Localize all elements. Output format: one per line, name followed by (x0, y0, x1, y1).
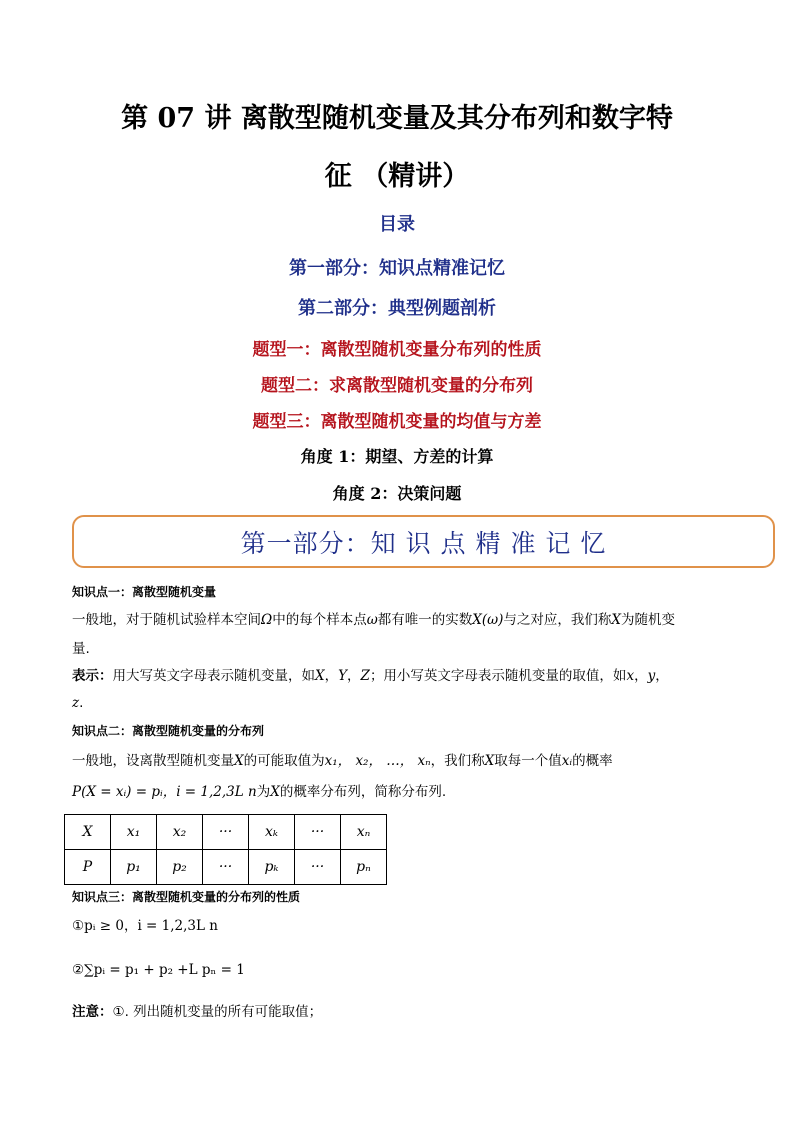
rep-z: z (72, 695, 80, 711)
table-cell: xₙ (341, 815, 387, 850)
kp2-heading: 知识点二：离散型随机变量的分布列 (72, 724, 265, 738)
kp1-text-a: 一般地，对于随机试验样本空间 (72, 612, 261, 628)
table-cell: ··· (203, 850, 249, 885)
table-cell: x₁ (111, 815, 157, 850)
kp2-xi: xᵢ (561, 753, 573, 769)
distribution-table (64, 814, 387, 885)
kp1-representation-cont (72, 693, 732, 713)
section-banner-text: 第一部分：知 识 点 精 准 记 忆 (240, 528, 607, 558)
kp2-text-g: 的概率分布列，简称分布列. (279, 784, 447, 800)
toc-heading: 目录 (379, 214, 415, 235)
toc-type-2[interactable]: 题型二：求离散型随机变量的分布列 (261, 376, 533, 396)
rep-label: 表示： (72, 668, 113, 684)
toc-type-3[interactable]: 题型三：离散型随机变量的均值与方差 (252, 412, 542, 432)
rep-y: y (647, 668, 656, 684)
rep-Y: Y (338, 668, 348, 684)
toc-angle-1[interactable]: 角度 1：期望、方差的计算 (300, 447, 494, 466)
omega-small-symbol: ω (366, 612, 378, 628)
kp3-condition-2: ②∑pᵢ = p₁ + p₂ +L pₙ = 1 (72, 962, 245, 978)
toc-part-1[interactable]: 第一部分：知识点精准记忆 (289, 258, 505, 279)
kp3-condition-1: ①pᵢ ≥ 0，i = 1,2,3L n (72, 918, 218, 934)
table-cell: x₂ (157, 815, 203, 850)
kp2-range: ，i = 1,2,3L n (162, 784, 257, 800)
kp1-text-b: 中的每个样本点 (272, 612, 367, 628)
kp1-definition (72, 610, 732, 630)
table-cell: pₙ (341, 850, 387, 885)
kp2-X-3: X (270, 784, 280, 800)
kp2-X-1: X (234, 753, 244, 769)
kp2-text-b: 的可能取值为 (243, 753, 325, 769)
kp1-text-e: 为随机变 (621, 612, 675, 628)
rep-end: . (79, 695, 84, 711)
kp2-text-c: ，我们称 (430, 753, 485, 769)
kp2-values: x₁， x₂， …， xₙ (324, 753, 431, 769)
sep-4: ， (655, 668, 669, 684)
table-cell: p₂ (157, 850, 203, 885)
rep-text-a: 用大写英文字母表示随机变量，如 (112, 668, 315, 684)
table-cell: ··· (295, 815, 341, 850)
table-row (65, 850, 387, 885)
kp2-formula-line (72, 782, 732, 802)
note-text: ①. 列出随机变量的所有可能取值； (112, 1004, 323, 1020)
toc-angle-2[interactable]: 角度 2：决策问题 (332, 484, 462, 503)
rep-text-b: ；用小写英文字母表示随机变量的取值，如 (369, 668, 627, 684)
sep-2: ， (347, 668, 361, 684)
kp2-text-e: 的概率 (572, 753, 613, 769)
table-cell: X (65, 815, 111, 850)
kp2-text-d: 取每一个值 (494, 753, 562, 769)
omega-symbol: Ω (261, 612, 273, 628)
kp1-definition-cont: 量. (72, 641, 90, 657)
table-cell: P (65, 850, 111, 885)
x-symbol: X (611, 612, 621, 628)
table-cell: xₖ (249, 815, 295, 850)
kp2-formula: P(X = xᵢ) = pᵢ (72, 784, 163, 800)
kp1-text-d: 与之对应，我们称 (503, 612, 612, 628)
toc-type-1[interactable]: 题型一：离散型随机变量分布列的性质 (252, 340, 542, 360)
rep-Z: Z (360, 668, 370, 684)
note-label: 注意： (72, 1004, 113, 1020)
table-cell: pₖ (249, 850, 295, 885)
kp1-heading: 知识点一：离散型随机变量 (72, 585, 217, 599)
kp1-text-c: 都有唯一的实数 (377, 612, 473, 628)
rep-x: x (626, 668, 635, 684)
sep-1: ， (324, 668, 339, 684)
kp2-text-a: 一般地，设离散型随机变量 (72, 753, 234, 769)
kp2-definition (72, 751, 732, 771)
rep-X: X (315, 668, 325, 684)
table-cell: ··· (295, 850, 341, 885)
page-title-line-1: 第 07 讲 离散型随机变量及其分布列和数字特 (121, 103, 673, 134)
kp2-X-2: X (484, 753, 495, 769)
kp3-heading: 知识点三：离散型随机变量的分布列的性质 (72, 890, 301, 904)
table-row (65, 815, 387, 850)
kp3-note (72, 1002, 732, 1022)
kp1-representation (72, 666, 732, 686)
table-cell: p₁ (111, 850, 157, 885)
table-cell: ··· (203, 815, 249, 850)
sep-3: ， (634, 668, 648, 684)
section-banner (72, 515, 775, 568)
x-omega-symbol: X(ω) (472, 612, 504, 628)
page-title-line-2: 征 （精讲） (324, 161, 470, 192)
toc-part-2[interactable]: 第二部分：典型例题剖析 (298, 298, 496, 319)
kp2-text-f: 为 (256, 784, 271, 800)
